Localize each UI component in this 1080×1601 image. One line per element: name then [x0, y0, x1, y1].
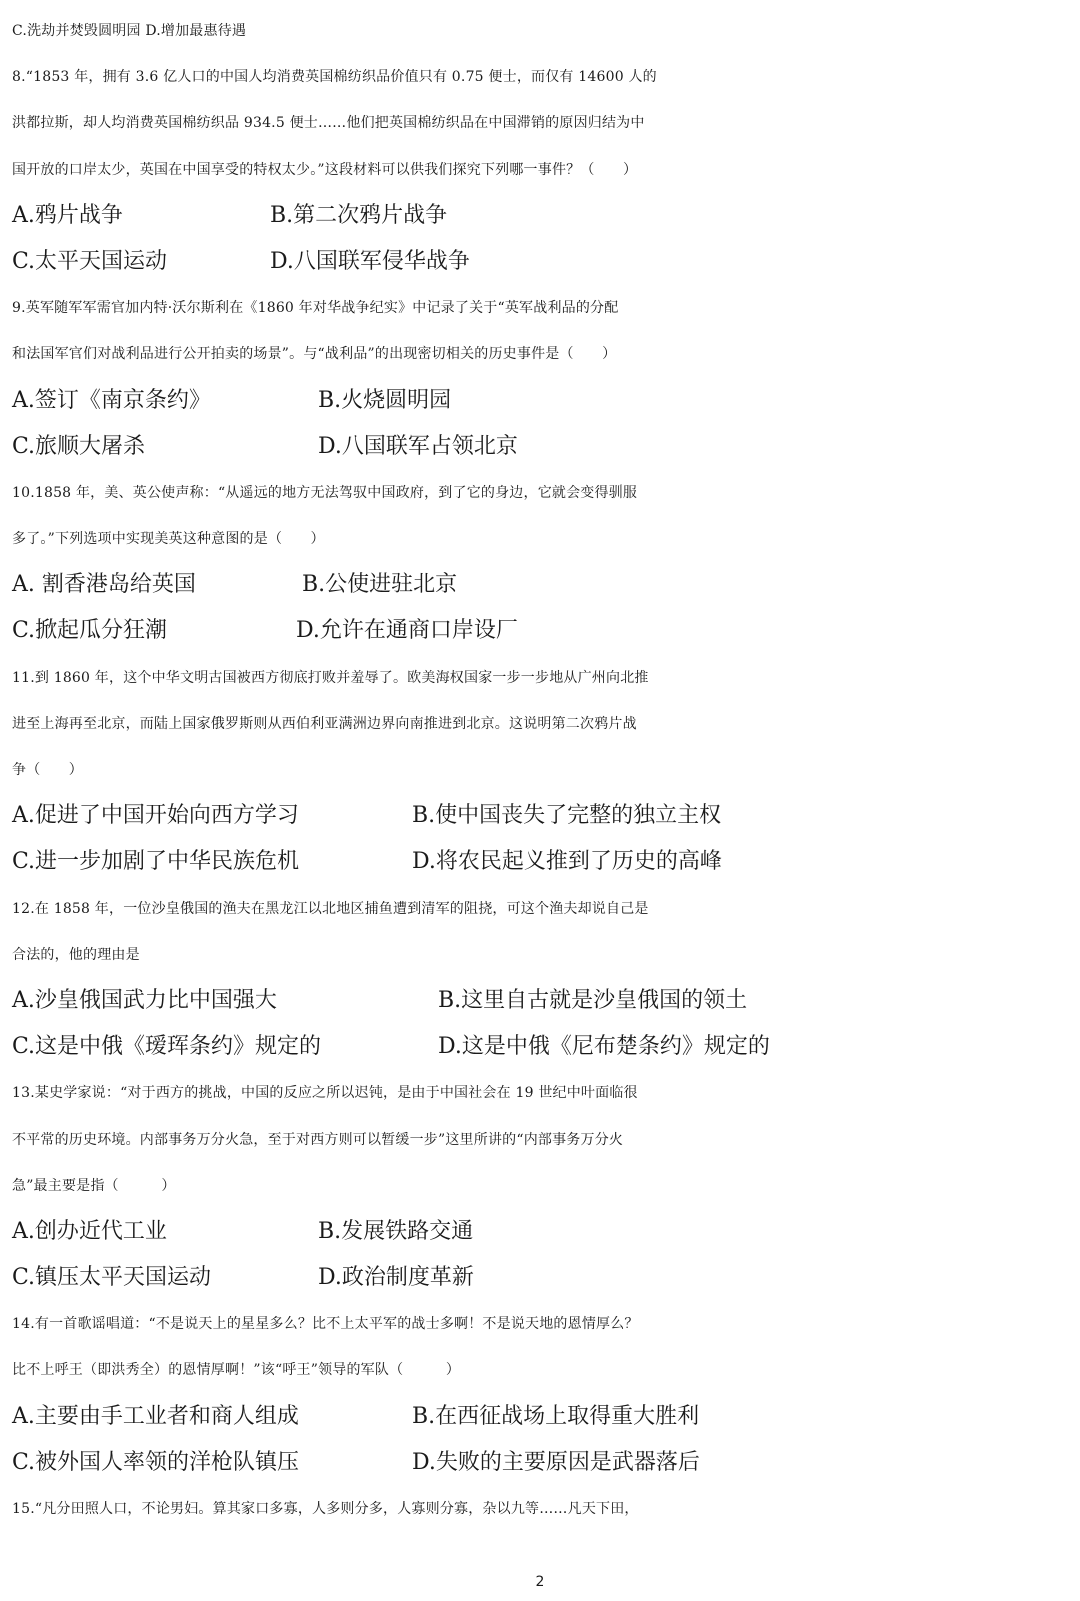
option-b: B.公使进驻北京 — [302, 572, 458, 598]
question-7-options-line: C.洗劫并焚毁圆明园 D.增加最惠待遇 — [12, 23, 247, 39]
option-d: D.失败的主要原因是武器落后 — [412, 1449, 700, 1475]
option-d: D.政治制度革新 — [318, 1265, 474, 1291]
option-d: D.八国联军侵华战争 — [270, 248, 470, 274]
question-10 — [12, 470, 1068, 655]
question-7-tail — [12, 8, 1068, 54]
page-number: 2 — [535, 1574, 545, 1590]
option-c: C.旅顺大屠杀 — [12, 433, 146, 459]
option-b: B.第二次鸦片战争 — [270, 202, 448, 228]
option-a: A. 割香港岛给英国 — [12, 572, 196, 598]
question-stem-line: 11.到 1860 年，这个中华文明古国被西方彻底打败并羞辱了。欧美海权国家一步一步地从广州向北推 — [12, 669, 649, 686]
question-8 — [12, 54, 1068, 285]
question-stem-line: 洪都拉斯，却人均消费英国棉纺织品 934.5 便士……他们把英国棉纺织品在中国滞销的原因归结为中 — [12, 115, 645, 132]
option-b: B.使中国丧失了完整的独立主权 — [412, 803, 722, 829]
question-stem-line: 14.有一首歌谣唱道：“不是说天上的星星多么？比不上太平军的战士多啊！不是说天地的恩情厚么？ — [12, 1316, 639, 1333]
option-row — [12, 793, 1068, 839]
option-c: C.被外国人率领的洋枪队镇压 — [12, 1449, 300, 1475]
option-d: D.这是中俄《尼布楚条约》规定的 — [438, 1034, 770, 1060]
option-row — [12, 424, 1068, 470]
question-stem-line: 8.“1853 年，拥有 3.6 亿人口的中国人均消费英国棉纺织品价值只有 0.75 便士，而仅有 14600 人的 — [12, 69, 657, 86]
question-stem-line: 国开放的口岸太少，英国在中国享受的特权太少。”这段材料可以供我们探究下列哪一事件？（ ） — [12, 161, 638, 178]
option-d: D.允许在通商口岸设厂 — [296, 618, 518, 644]
option-a: A.主要由手工业者和商人组成 — [12, 1403, 299, 1429]
option-a: A.创办近代工业 — [12, 1218, 167, 1244]
option-c: C.太平天国运动 — [12, 248, 168, 274]
question-stem-line: 13.某史学家说：“对于西方的挑战，中国的反应之所以迟钝，是由于中国社会在 19 世纪中叶面临很 — [12, 1085, 638, 1102]
question-stem-line: 合法的，他的理由是 — [12, 946, 140, 963]
option-row — [12, 378, 1068, 424]
option-b: B.在西征战场上取得重大胜利 — [412, 1403, 700, 1429]
option-a: A.沙皇俄国武力比中国强大 — [12, 987, 277, 1013]
question-stem-line: 比不上呼王（即洪秀全）的恩情厚啊！”该“呼王”领导的军队（ ） — [12, 1362, 461, 1379]
question-11 — [12, 655, 1068, 886]
option-row — [12, 1024, 1068, 1070]
option-row — [12, 1209, 1068, 1255]
question-stem-line: 和法国军官们对战利品进行公开拍卖的场景”。与“战利品”的出现密切相关的历史事件是（ ） — [12, 346, 617, 363]
option-a: A.签订《南京条约》 — [12, 387, 211, 413]
question-12 — [12, 886, 1068, 1071]
exam-page — [12, 8, 1068, 1532]
question-stem-line: 多了。”下列选项中实现美英这种意图的是（ ） — [12, 531, 325, 548]
option-b: B.这里自古就是沙皇俄国的领土 — [438, 987, 748, 1013]
option-c: C.镇压太平天国运动 — [12, 1265, 212, 1291]
question-13 — [12, 1070, 1068, 1301]
option-row — [12, 608, 1068, 654]
option-row — [12, 839, 1068, 885]
question-stem-line: 不平常的历史环境。内部事务万分火急，至于对西方则可以暂缓一步”这里所讲的“内部事务万分火 — [12, 1131, 624, 1148]
question-14 — [12, 1301, 1068, 1486]
question-stem-line: 12.在 1858 年，一位沙皇俄国的渔夫在黑龙江以北地区捕鱼遭到清军的阻挠，可这个渔夫却说自己是 — [12, 900, 649, 917]
question-stem-line: 急”最主要是指（ ） — [12, 1177, 176, 1194]
option-a: A.鸦片战争 — [12, 202, 123, 228]
option-row — [12, 978, 1068, 1024]
option-row — [12, 193, 1068, 239]
option-c: C.进一步加剧了中华民族危机 — [12, 849, 300, 875]
option-row — [12, 239, 1068, 285]
option-c: C.这是中俄《瑷珲条约》规定的 — [12, 1034, 322, 1060]
option-row — [12, 1440, 1068, 1486]
question-stem-line: 10.1858 年，美、英公使声称：“从遥远的地方无法驾驭中国政府，到了它的身边，它就会变得驯服 — [12, 484, 638, 501]
option-c: C.掀起瓜分狂潮 — [12, 618, 168, 644]
question-stem-line: 争（ ） — [12, 762, 83, 778]
question-9 — [12, 285, 1068, 470]
option-d: D.八国联军占领北京 — [318, 433, 518, 459]
option-d: D.将农民起义推到了历史的高峰 — [412, 849, 722, 875]
question-15 — [12, 1486, 1068, 1532]
option-row — [12, 1255, 1068, 1301]
option-row — [12, 1394, 1068, 1440]
option-a: A.促进了中国开始向西方学习 — [12, 803, 299, 829]
option-b: B.发展铁路交通 — [318, 1218, 474, 1244]
question-stem-line: 15.“凡分田照人口，不论男妇。算其家口多寡，人多则分多，人寡则分寡，杂以九等……凡天下田， — [12, 1501, 639, 1517]
option-b: B.火烧圆明园 — [318, 387, 452, 413]
question-stem-line: 进至上海再至北京，而陆上国家俄罗斯则从西伯利亚满洲边界向南推进到北京。这说明第二次鸦片战 — [12, 715, 637, 732]
option-row — [12, 562, 1068, 608]
question-stem-line: 9.英军随军军需官加内特·沃尔斯利在《1860 年对华战争纪实》中记录了关于“英军战利品的分配 — [12, 300, 619, 317]
